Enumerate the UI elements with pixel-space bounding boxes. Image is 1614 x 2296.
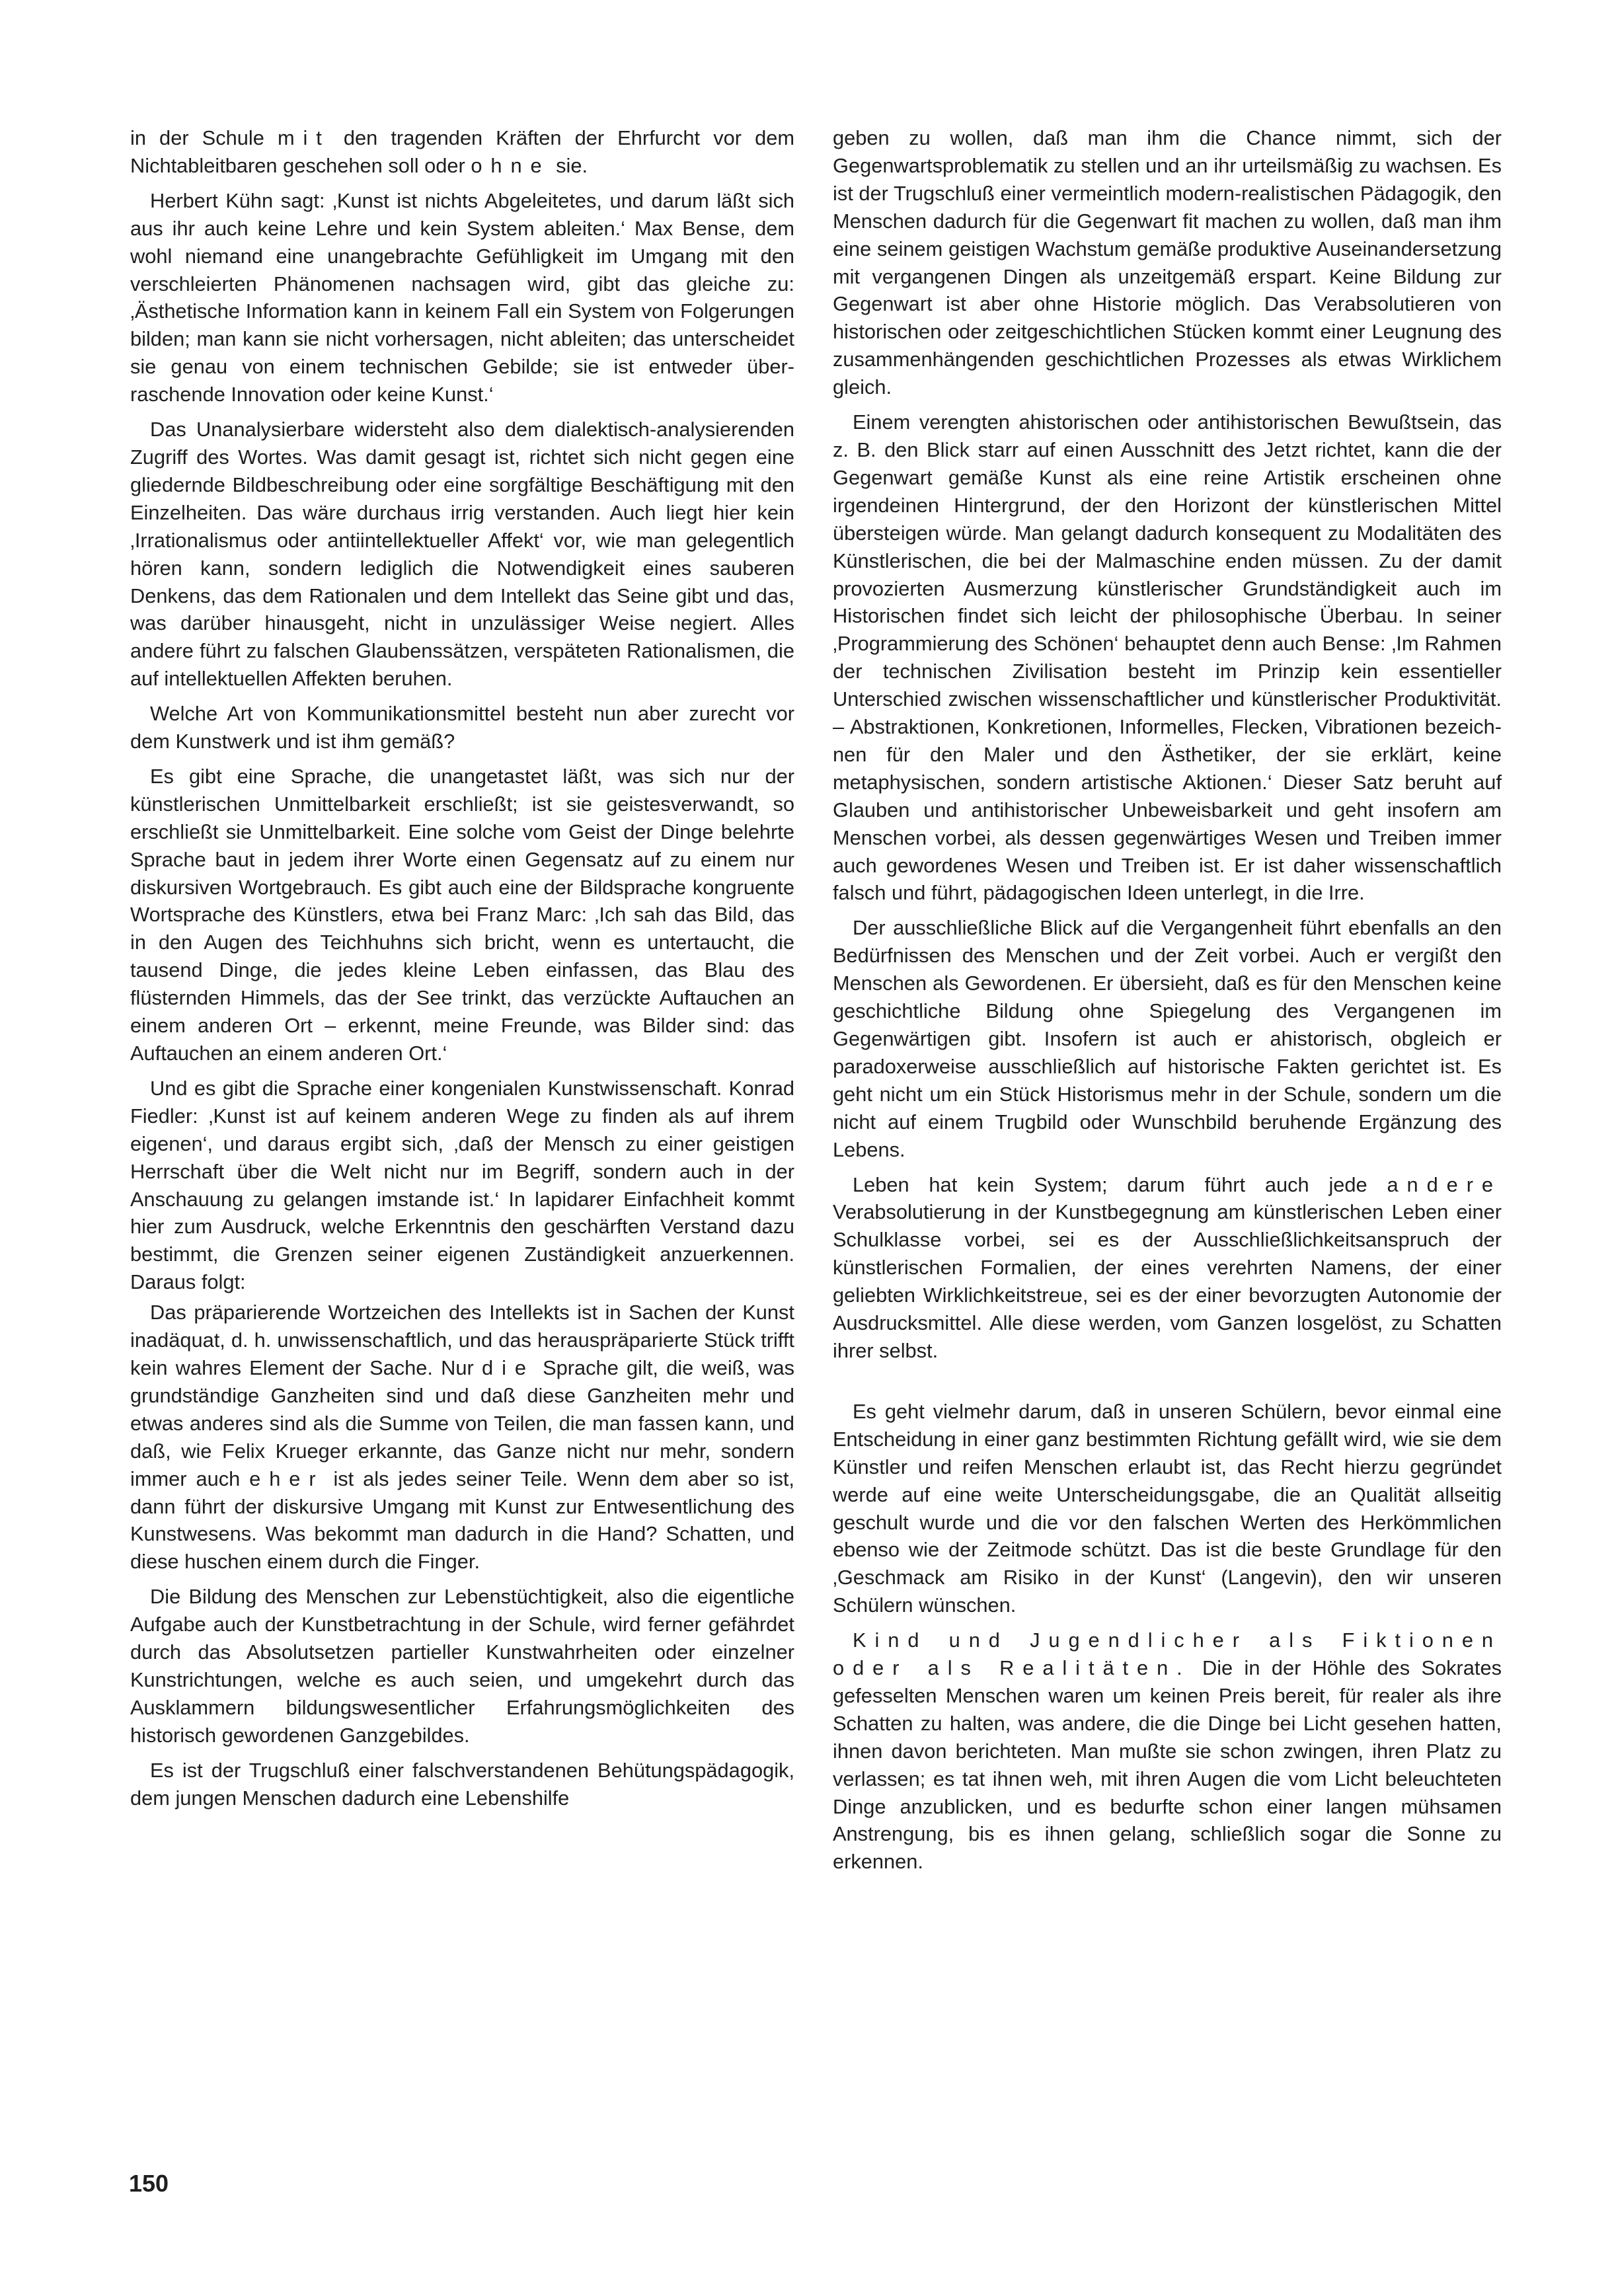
- left-paragraph-4: Welche Art von Kommunikationsmittel besteht nun aber zurecht vor dem Kunstwerk und ist ihm gemäß?: [130, 702, 794, 753]
- section-heading: Kind und Jugendlicher als Fiktionen oder als Realitäten.: [833, 1628, 1502, 1680]
- right-paragraph-4: Leben hat kein System; darum führt auch jede andere Verabsolutierung in der Kunstbegegnung am künstlerischen Leben einer Schulklasse vorbei, sei es der Ausschließlichkeitsanspruch der künstlerischen Formalien, der eines verehrten Namens, der einer geliebten Wirklichkeitstreue, sei es der einer bevorzugten Autonomie der Ausdrucksmittel. Alle diese werden, vom Ganzen losgelöst, zu Schatten ihrer selbst.: [833, 1172, 1502, 1362]
- spaced-emphasis: die: [482, 1356, 535, 1379]
- left-paragraph-1: in der Schule mit den tragenden Kräften der Ehrfurcht vor dem Nichtableitbaren geschehen soll oder ohne sie.: [130, 126, 794, 177]
- left-column: [130, 124, 794, 1819]
- left-paragraph-7: Das präparierende Wortzeichen des Intellekts ist in Sachen der Kunst inadäquat, d. h. unwissenschaftlich, und das herauspräparierte Stück trifft kein wahres Element der Sache. Nur die Sprache gilt, die weiß, was grundständige Ganzheiten sind und daß diese Ganzheiten mehr und etwas anderes sind als die Summe von Teilen, die man fassen kann, und daß, wie Felix Krueger erkannte, das Ganze nicht nur mehr, sondern immer auch eher ist als jedes seiner Teile. Wenn dem aber so ist, dann führt der diskursive Umgang mit Kunst zur Entwesentlichung des Kunstwesens. Was bekommt man dadurch in die Hand? Schatten, und diese huschen einem durch die Finger.: [130, 1301, 795, 1574]
- page-number: 150: [129, 2170, 169, 2197]
- left-paragraph-3: Das Unanalysierbare widersteht also dem dialektisch-analysierenden Zugriff des Wortes. Was damit gesagt ist, richtet sich nicht gegen eine gliedernde Bildbeschreibung oder eine sorgfältige Beschäftigung mit den Einzelheiten. Das wäre durchaus irrig verstanden. Auch liegt hier kein ‚Irrationalismus oder antiintellektueller Affekt‘ vor, wie man gelegentlich hören kann, sondern lediglich die Notwendigkeit eines sauberen Denkens, das dem Rationalen und dem Intellekt das Seine gibt und das, was darüber hinausgeht, nicht in unzulässiger Weise negiert. Alles andere führt zu falschen Glaubenssätzen, verspäteten Rationalismen, die auf intellektuellen Affekten beruhen.: [130, 418, 794, 691]
- right-paragraph-5: Es geht vielmehr darum, daß in unseren Schülern, bevor einmal eine Entscheidung in einer ganz bestimmten Richtung gefällt wird, wie sie dem Künstler und reifen Menschen erlaubt ist, das Recht hierzu gegründet werde auf eine weite Unterscheidungsgabe, die an Qualität allseitig geschult wurde und die vor den falschen Werten des Herkömmlichen ebenso wie der Zeitmode schützt. Das ist die beste Grundlage für den ‚Geschmack am Risiko in der Kunst‘ (Langevin), den wir unseren Schülern wünschen.: [833, 1399, 1502, 1617]
- left-paragraph-6: Und es gibt die Sprache einer kongenialen Kunstwissenschaft. Konrad Fiedler: ‚Kunst ist auf keinem anderen Wege zu finden als auf ihrem eigenen‘, und daraus ergibt sich, ‚daß der Mensch zu einer geistigen Herrschaft über die Welt nicht nur im Begriff, sondern auch in der Anschauung zu gelangen imstande ist.‘ In lapidarer Einfachheit kommt hier zum Ausdruck, welche Erkenntnis den geschärften Verstand dazu bestimmt, die Grenzen seiner eigenen Zuständigkeit anzuerkennen. Daraus folgt:: [130, 1076, 794, 1294]
- right-paragraph-3: Der ausschließliche Blick auf die Vergangenheit führt ebenfalls an den Bedürfnissen des Menschen und der Zeit vorbei. Auch er vergißt den Menschen als Gewordenen. Er übersieht, daß es für den Menschen keine geschichtliche Bildung ohne Spiegelung des Vergangenen im Gegenwärtigen gibt. Insofern ist auch er ahistorisch, obgleich er paradoxerweise ausschließlich auf historische Fakten gerichtet ist. Es geht nicht um ein Stück Historismus mehr in der Schule, sondern um die nicht auf einem Trugbild oder Wunschbild beruhende Ergänzung des Lebens.: [833, 916, 1502, 1161]
- right-paragraph-2: Einem verengten ahistorischen oder antihistorischen Bewußtsein, das z. B. den Blick starr auf einen Ausschnitt des Jetzt richtet, kann die der Gegenwart gemäße Kunst als eine reine Artistik erscheinen ohne irgendeinen Hintergrund, der den Horizont der künstlerischen Mittel übersteigen würde. Man gelangt dadurch konsequent zu Modalitäten des Künstlerischen, die bei der Malmaschine enden müssen. Zu der damit provozierten Ausmerzung künstlerischer Grundständigkeit auch im Historischen findet sich leicht der philosophische Überbau. In seiner ‚Programmierung des Schönen‘ behauptet denn auch Bense: ‚Im Rahmen der technischen Zivilisation besteht im Prinzip kein essentieller Unterschied zwischen wissenschaftlicher und künstlerischer Produktivität. – Abstraktionen, Konkretionen, Informelles, Flecken, Vibrationen bezeichnen für den Maler und den Ästhetiker, der sie erklärt, keine metaphysischen, sondern artistische Aktionen.‘ Dieser Satz beruht auf Glauben und antihistorischer Unbeweisbarkeit und geht insofern am Menschen vorbei, als dessen gegenwärtiges Wesen und Treiben immer auch gewordenes Wesen und Treiben ist. Er ist daher wissenschaftlich falsch und führt, pädagogischen Ideen unterlegt, in die Irre.: [833, 410, 1502, 905]
- spaced-emphasis: eher: [249, 1467, 325, 1490]
- left-paragraph-5: Es gibt eine Sprache, die unangetastet läßt, was sich nur der künstlerischen Unmittelbarkeit erschließt; ist sie geistesverwandt, so erschließt sie Unmittelbarkeit. Eine solche vom Geist der Dinge belehrte Sprache baut in jedem ihrer Worte einen Gegensatz auf zu einem nur diskursiven Wortgebrauch. Es gibt auch eine der Bildsprache kongruente Wortsprache des Künstlers, etwa bei Franz Marc: ‚Ich sah das Bild, das in den Augen des Teichhuhns sich bricht, wenn es untertaucht, die tausend Dinge, die jedes kleine Leben einfassen, das Blau des flüsternden Himmels, das der See trinkt, das verzückte Auftauchen an einem anderen Ort – erkennt, meine Freunde, was Bilder sind: das Auftauchen an einem anderen Ort.‘: [130, 764, 794, 1065]
- spaced-emphasis: mit: [277, 126, 330, 149]
- spaced-emphasis: andere: [1387, 1172, 1502, 1196]
- right-paragraph-1: geben zu wollen, daß man ihm die Chance nimmt, sich der Gegenwartsproblematik zu stellen und an ihr urteilsmäßig zu wachsen. Es ist der Trugschluß einer vermeintlich modern-realistischen Pädagogik, den Menschen dadurch für die Gegenwart fit machen zu wollen, daß man ihm eine seinem geistigen Wachstum gemäße produktive Auseinandersetzung mit vergangenen Dingen als unzeitgemäß erspart. Keine Bildung zur Gegenwart ist aber ohne Historie möglich. Das Verabsolutieren von historischen oder zeitgeschichtlichen Stücken kommt einer Leugnung des zusammenhängenden geschichtlichen Prozesses als etwas Wirklichem gleich.: [833, 126, 1502, 399]
- right-paragraph-6: Kind und Jugendlicher als Fiktionen oder als Realitäten. Die in der Höhle des Sokrates gefesselten Menschen waren um keinen Preis bereit, für realer als ihre Schatten zu halten, was andere, die die Dinge bei Licht gesehen hatten, ihnen davon berichteten. Man mußte sie schon zwingen, ihren Platz zu verlassen; es tat ihnen weh, mit ihren Augen die vom Licht beleuchteten Dinge anzublicken, und es bedurfte schon einer langen mühsamen Anstrengung, bis es ihnen gelang, schließlich sogar die Sonne zu erkennen.: [833, 1628, 1502, 1874]
- left-paragraph-2: Herbert Kühn sagt: ‚Kunst ist nichts Abgeleitetes, und darum läßt sich aus ihr auch keine Lehre und kein System ableiten.‘ Max Bense, dem wohl niemand eine unangebrachte Gefühligkeit im Umgang mit den verschleierten Phänomenen nachsagen wird, gibt das gleiche zu: ‚Ästhetische Information kann in keinem Fall ein System von Folgerungen bilden; man kann sie nicht vorhersagen, nicht ableiten; das unterscheidet sie genau von einem technischen Gebilde; sie ist entweder überraschende Innovation oder keine Kunst.‘: [130, 188, 794, 406]
- left-paragraph-9: Es ist der Trugschluß einer falschverstandenen Behütungspädagogik, dem jungen Menschen dadurch eine Lebenshilfe: [130, 1758, 794, 1810]
- right-column: [833, 124, 1502, 1883]
- spaced-emphasis: ohne: [471, 153, 551, 177]
- left-paragraph-8: Die Bildung des Menschen zur Lebenstüchtigkeit, also die eigentliche Aufgabe auch der Kunstbetrachtung in der Schule, wird ferner gefährdet durch das Absolutsetzen partieller Kunstwahrheiten oder einzelner Kunstrichtungen, welche es auch seien, und umgekehrt durch das Ausklammern bildungswesentlicher Erfahrungsmöglichkeiten des historisch gewordenen Ganzgebildes.: [130, 1585, 794, 1747]
